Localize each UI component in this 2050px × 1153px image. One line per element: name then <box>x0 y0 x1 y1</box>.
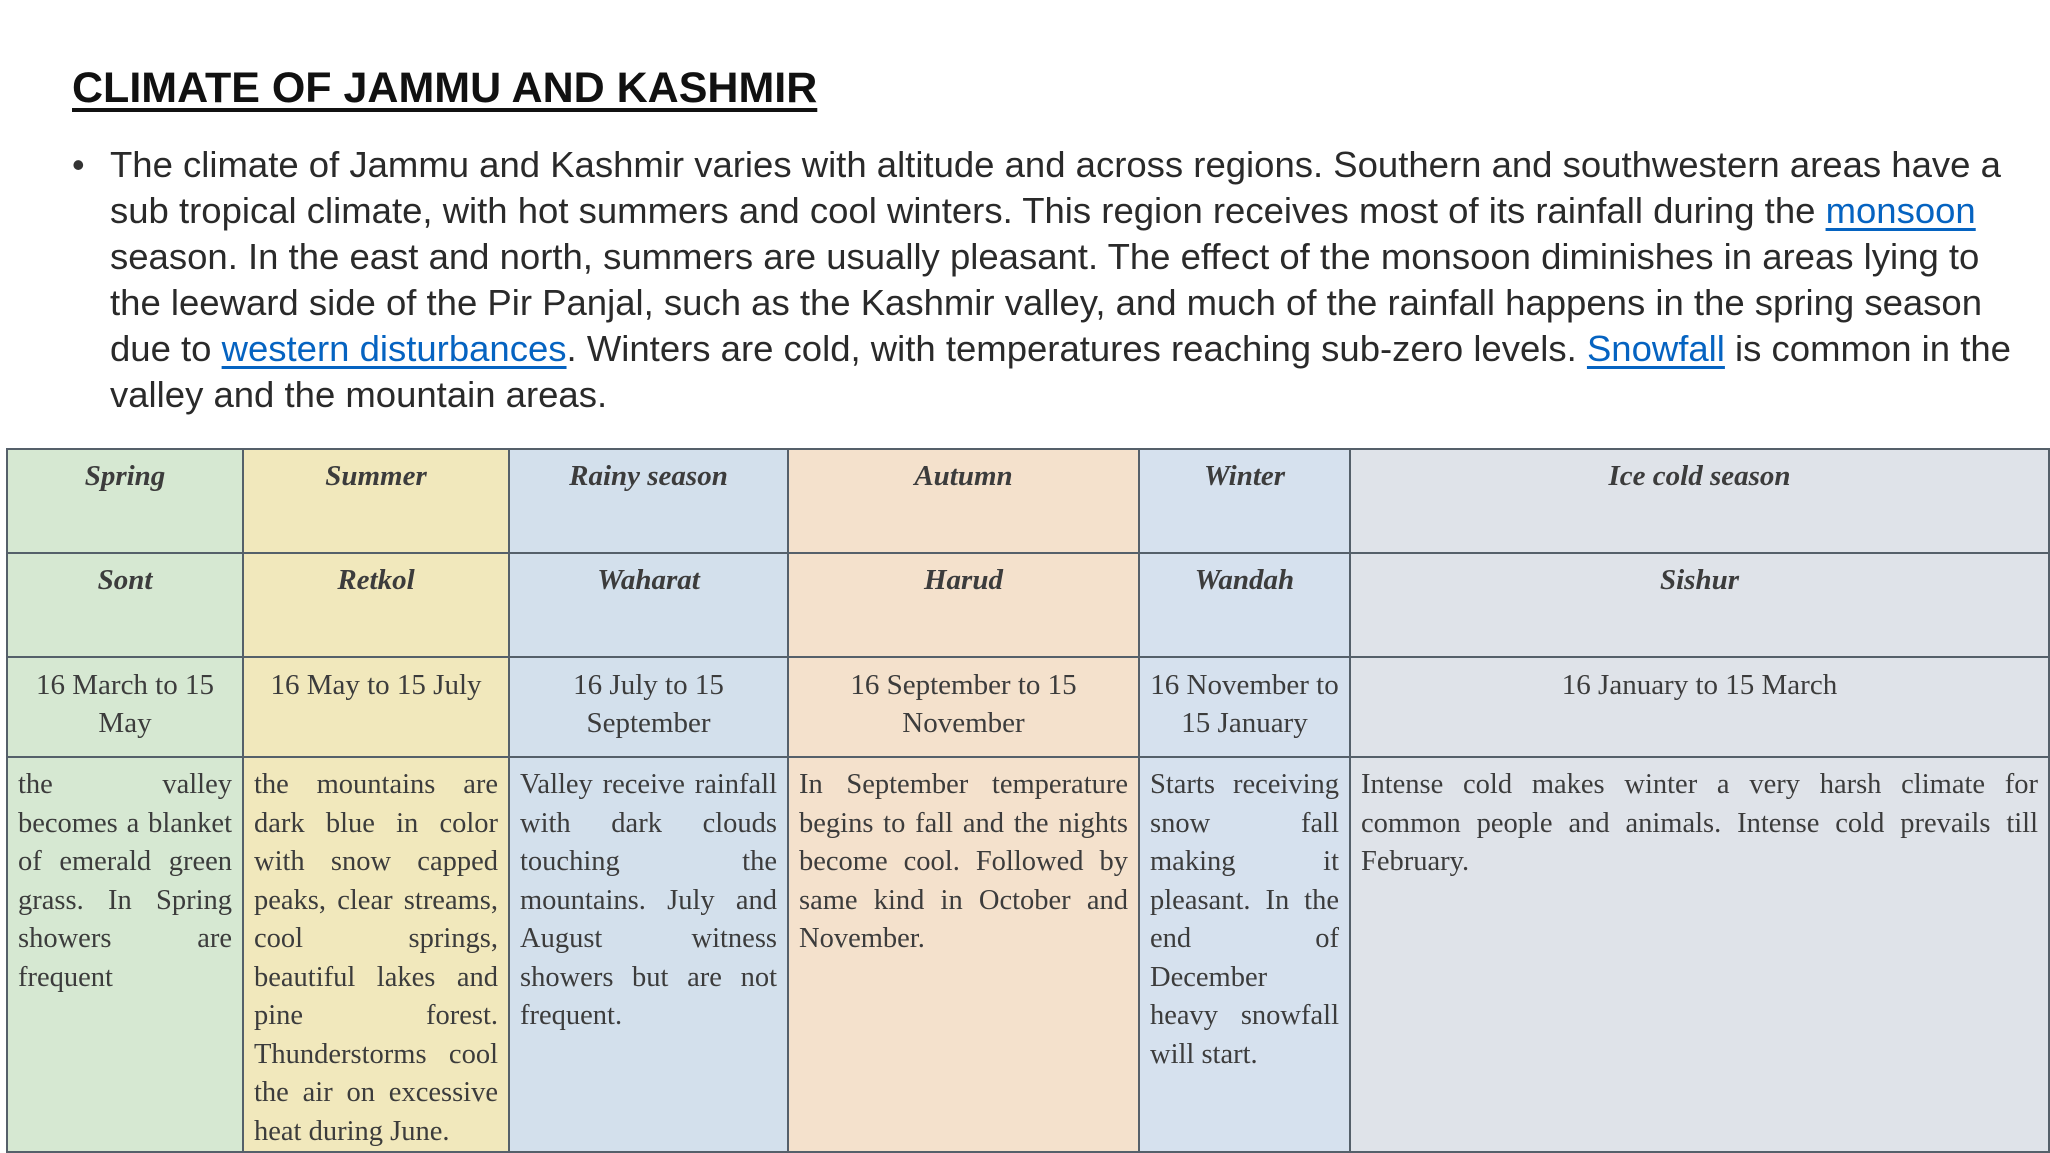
period-cell: 16 March to 15 May <box>7 657 243 757</box>
intro-text-3: . Winters are cold, with temperatures reaching sub-zero levels. <box>566 328 1587 369</box>
description-cell: In September temperature begins to fall and the nights become cool. Followed by same kind in October and November. <box>788 757 1139 1152</box>
bullet-icon: • <box>72 144 85 185</box>
season-name-cell: Rainy season <box>509 449 788 553</box>
local-name-cell: Sont <box>7 553 243 657</box>
period-cell: 16 January to 15 March <box>1350 657 2049 757</box>
period-cell: 16 July to 15 September <box>509 657 788 757</box>
description-cell: Intense cold makes winter a very harsh climate for common people and animals. Intense cold prevails till February. <box>1350 757 2049 1152</box>
intro-text-4: is common in the valley and the mountain areas. <box>110 328 2011 415</box>
monsoon-link[interactable]: monsoon <box>1825 190 1976 231</box>
period-cell: 16 September to 15 November <box>788 657 1139 757</box>
description-row <box>7 757 2049 1152</box>
description-cell: Valley receive rainfall with dark clouds touching the mountains. July and August witness showers but are not frequent. <box>509 757 788 1152</box>
season-name-cell: Spring <box>7 449 243 553</box>
intro-paragraph <box>110 142 2012 418</box>
season-name-cell: Winter <box>1139 449 1350 553</box>
season-name-cell: Summer <box>243 449 509 553</box>
local-name-cell: Retkol <box>243 553 509 657</box>
intro-text-1: The climate of Jammu and Kashmir varies with altitude and across regions. Southern and southwestern areas have a sub tropical climate, with hot summers and cool winters. This region receives most of its rainfall during the <box>110 144 2001 231</box>
local-name-row <box>7 553 2049 657</box>
local-name-cell: Waharat <box>509 553 788 657</box>
season-name-cell: Ice cold season <box>1350 449 2049 553</box>
description-cell: the valley becomes a blanket of emerald green grass. In Spring showers are frequent <box>7 757 243 1152</box>
description-cell: Starts receiving snow fall making it pleasant. In the end of December heavy snowfall will start. <box>1139 757 1350 1152</box>
description-cell: the mountains are dark blue in color with snow capped peaks, clear streams, cool springs, beautiful lakes and pine forest. Thunderstorms cool the air on excessive heat during June. <box>243 757 509 1152</box>
local-name-cell: Harud <box>788 553 1139 657</box>
local-name-cell: Wandah <box>1139 553 1350 657</box>
season-name-row <box>7 449 2049 553</box>
seasons-table <box>6 448 2050 1153</box>
western-disturbances-link[interactable]: western disturbances <box>221 328 567 369</box>
local-name-cell: Sishur <box>1350 553 2049 657</box>
snowfall-link[interactable]: Snowfall <box>1586 328 1725 369</box>
period-cell: 16 May to 15 July <box>243 657 509 757</box>
intro-bullet <box>72 142 2012 418</box>
period-row <box>7 657 2049 757</box>
seasons-table-image <box>6 448 2048 1147</box>
season-name-cell: Autumn <box>788 449 1139 553</box>
period-cell: 16 November to 15 January <box>1139 657 1350 757</box>
intro-text-2: season. In the east and north, summers are usually pleasant. The effect of the monsoon diminishes in areas lying to the leeward side of the Pir Panjal, such as the Kashmir valley, and much of the rainfall happens in the spring season due to <box>110 236 1983 369</box>
page-title: CLIMATE OF JAMMU AND KASHMIR <box>72 64 818 112</box>
